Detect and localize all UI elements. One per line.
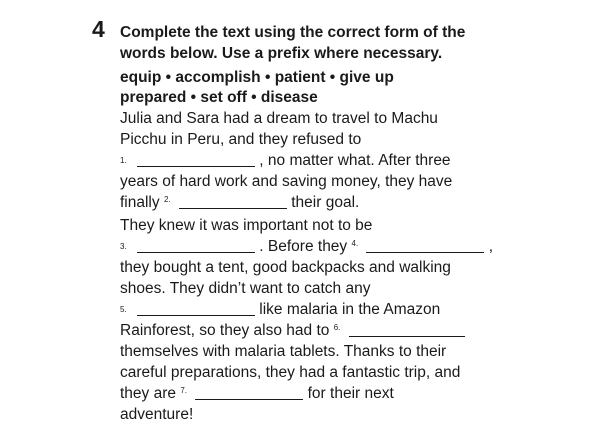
text-line: they bought a tent, good backpacks and walking — [120, 259, 451, 276]
text-line — [120, 150, 540, 171]
answer-blank-5[interactable] — [137, 301, 255, 316]
gap-number-5: 5. — [120, 305, 127, 314]
word-bank-line: equip • accomplish • patient • give up — [120, 69, 394, 86]
text-line: adventure! — [120, 406, 194, 423]
instruction-line: words below. Use a prefix where necessary. — [120, 45, 443, 62]
text-fragment: like malaria in the Amazon — [259, 301, 441, 318]
exercise-number: 4 — [92, 16, 105, 42]
answer-blank-7[interactable] — [195, 385, 303, 400]
paragraph-1 — [120, 108, 540, 213]
answer-blank-1[interactable] — [137, 152, 255, 167]
gap-number-4: 4. — [351, 239, 359, 248]
word-bank-line: prepared • set off • disease — [120, 89, 318, 106]
text-line: Picchu in Peru, and they refused to — [120, 131, 362, 148]
text-line — [120, 320, 540, 341]
exercise-instruction — [120, 22, 520, 64]
text-fragment: for their next — [307, 385, 394, 402]
gap-number-3: 3. — [120, 242, 127, 251]
text-line: shoes. They didn’t want to catch any — [120, 280, 371, 297]
text-line — [120, 383, 540, 404]
instruction-line: Complete the text using the correct form of the — [120, 24, 466, 41]
text-line: themselves with malaria tablets. Thanks to their — [120, 343, 447, 360]
answer-blank-2[interactable] — [179, 194, 287, 209]
text-fragment: they are — [120, 385, 177, 402]
text-line — [120, 236, 540, 257]
answer-blank-3[interactable] — [137, 238, 255, 253]
word-bank — [120, 68, 520, 108]
answer-blank-6[interactable] — [349, 322, 465, 337]
text-line: years of hard work and saving money, they have — [120, 173, 453, 190]
text-fragment: Rainforest, so they also had to — [120, 322, 330, 339]
text-fragment: their goal. — [291, 194, 360, 211]
text-line: careful preparations, they had a fantastic trip, and — [120, 364, 461, 381]
text-line — [120, 299, 540, 320]
gap-number-7: 7. — [180, 386, 187, 395]
gap-number-1: 1. — [120, 156, 127, 165]
text-fragment: , no matter what. After three — [259, 152, 451, 169]
text-line: They knew it was important not to be — [120, 217, 373, 234]
gap-number-6: 6. — [333, 323, 341, 332]
text-fragment: , — [488, 238, 494, 255]
text-line: Julia and Sara had a dream to travel to Machu — [120, 110, 438, 127]
gap-number-2: 2. — [163, 195, 171, 204]
text-fragment: finally — [120, 194, 160, 211]
text-line — [120, 192, 540, 213]
paragraph-2 — [120, 215, 540, 425]
answer-blank-4[interactable] — [366, 238, 484, 253]
text-fragment: . Before they — [259, 238, 348, 255]
